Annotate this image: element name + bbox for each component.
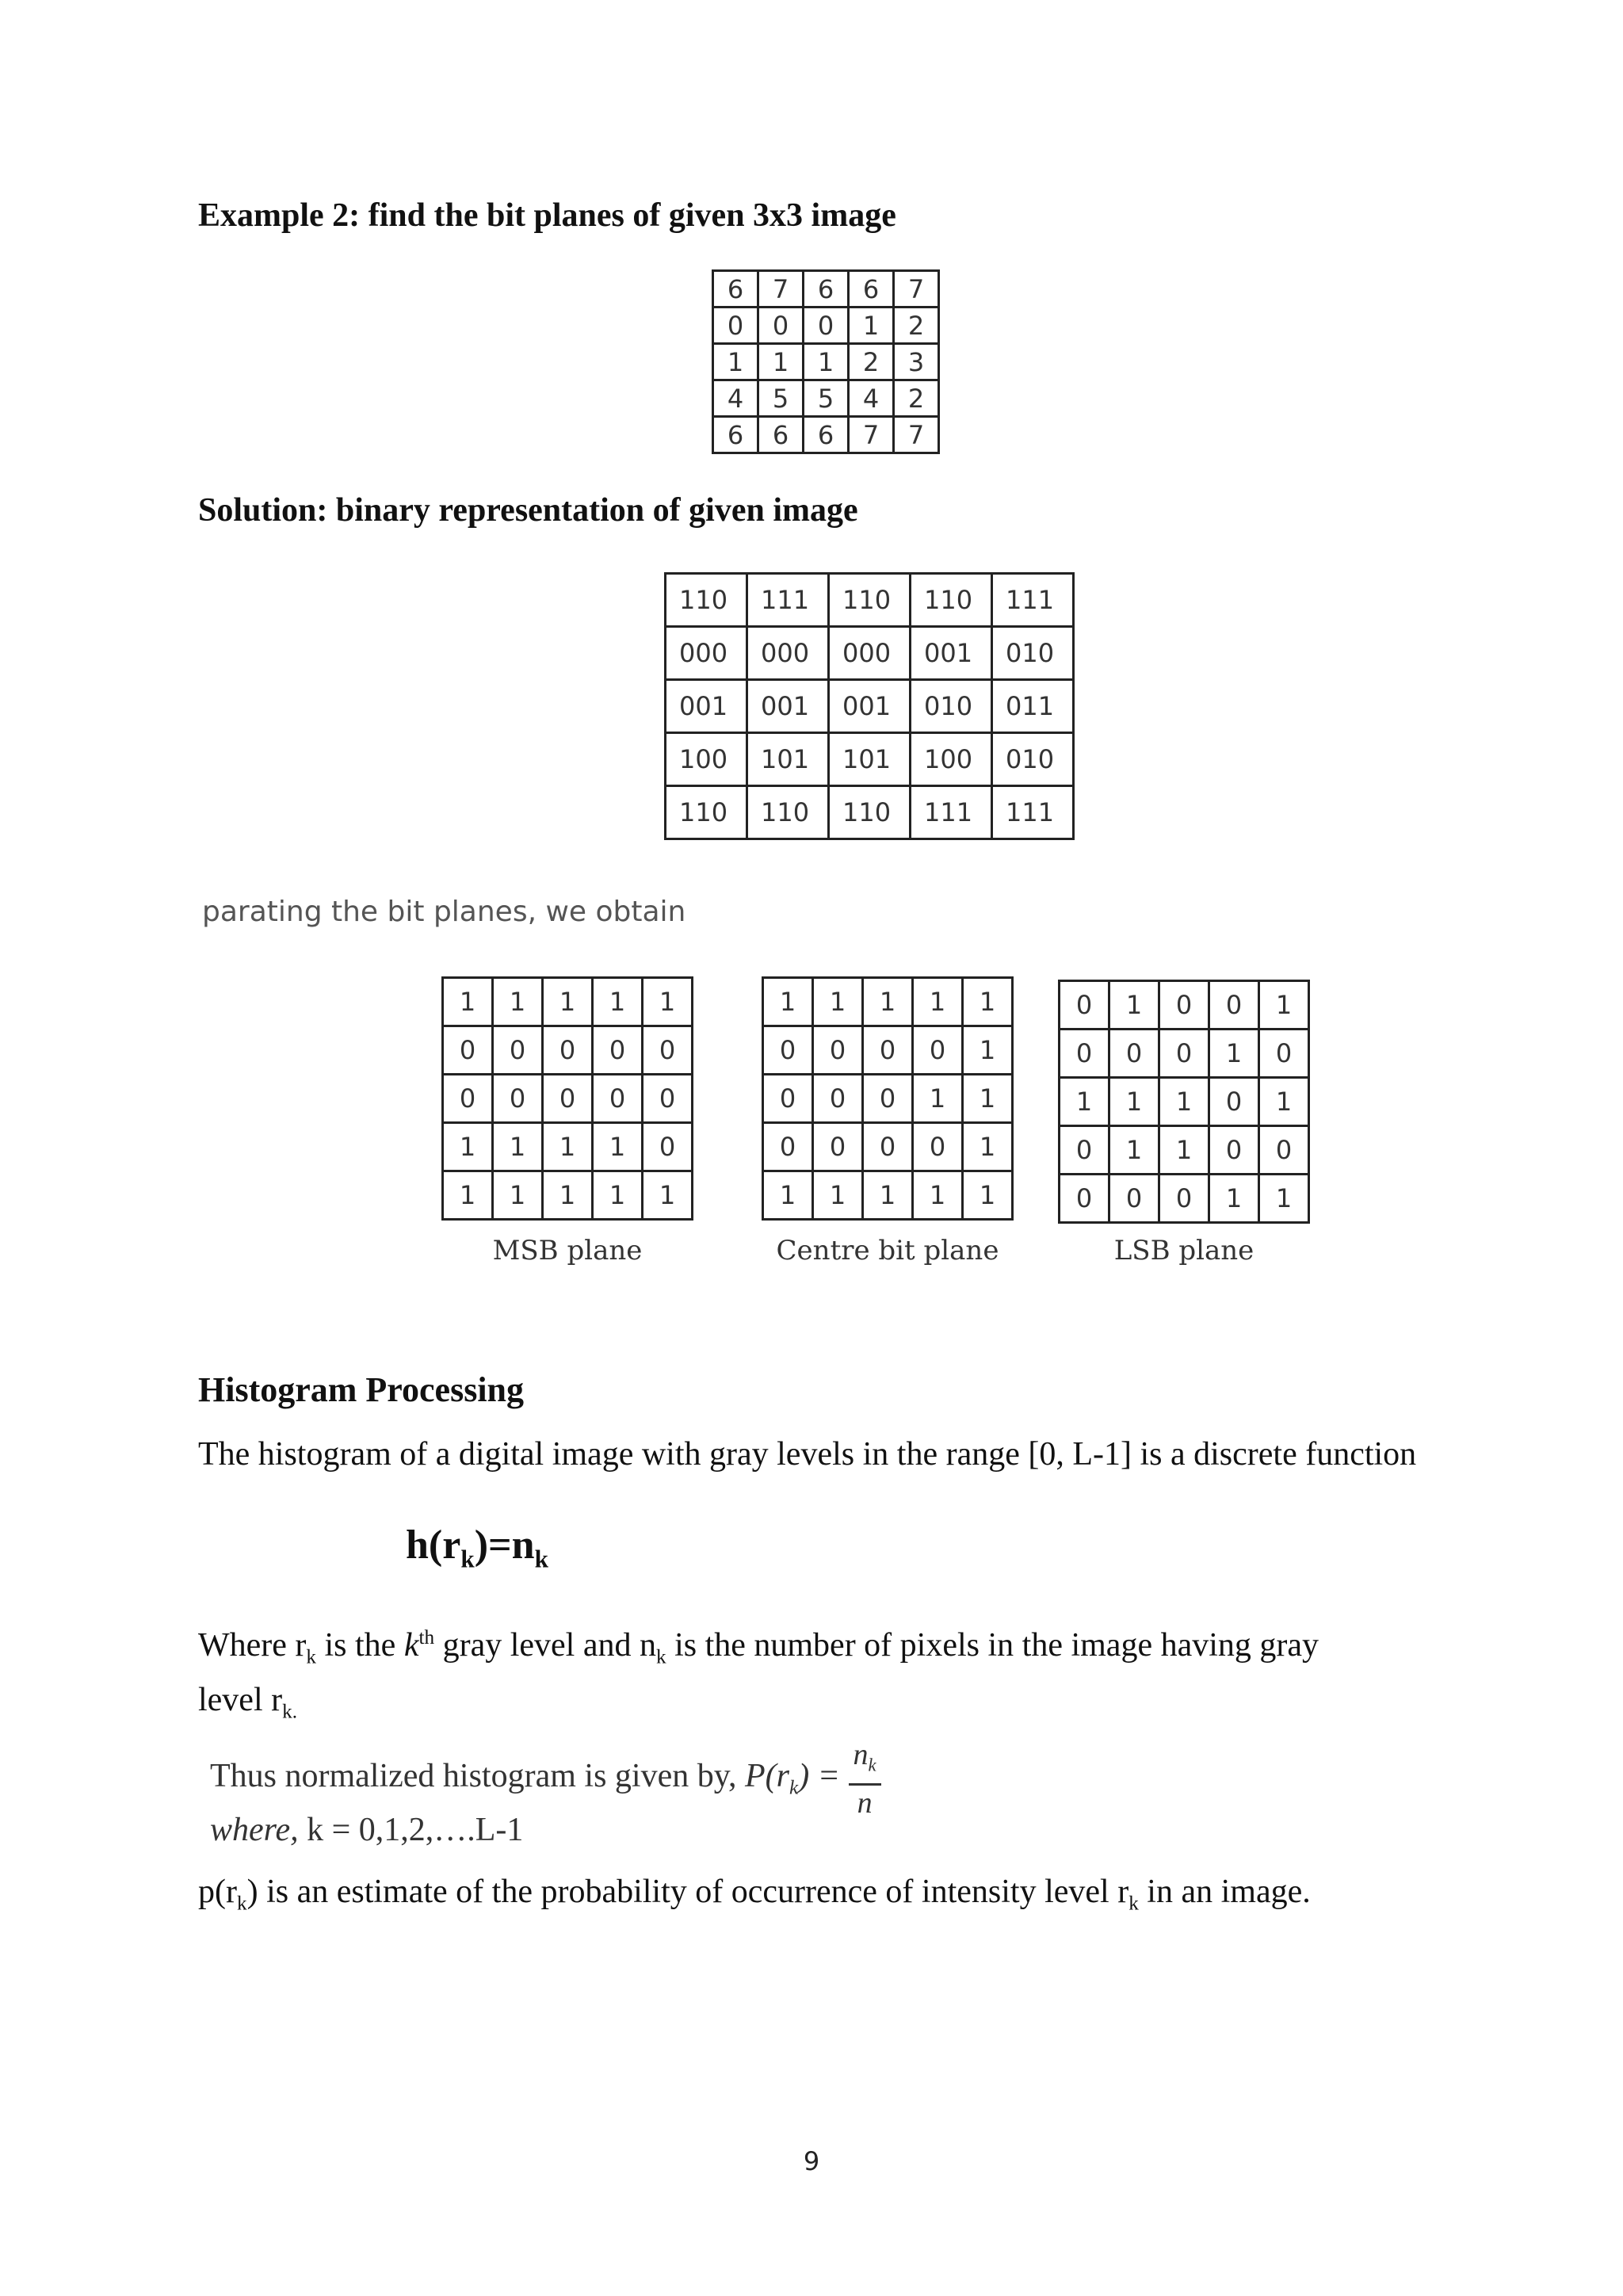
grid-cell: 7 xyxy=(894,417,939,453)
grid-cell: 111 xyxy=(911,786,992,839)
grid-cell: 1 xyxy=(643,978,693,1026)
grid-cell: 110 xyxy=(666,786,747,839)
grid-row xyxy=(713,308,939,344)
grid-cell: 0 xyxy=(1209,1078,1259,1126)
grid-cell: 0 xyxy=(913,1026,963,1075)
msb-plane-caption: MSB plane xyxy=(492,1235,643,1266)
grid-cell: 1 xyxy=(443,1123,493,1171)
msb-plane-grid xyxy=(441,976,693,1221)
grid-cell: 1 xyxy=(913,978,963,1026)
grid-cell: 1 xyxy=(1109,1078,1159,1126)
grid-cell: 0 xyxy=(1060,1126,1109,1175)
grid-cell: 0 xyxy=(1209,1126,1259,1175)
normalized-index-range: where, k = 0,1,2,….L-1 xyxy=(210,1812,524,1848)
grid-cell: 0 xyxy=(1259,1030,1309,1078)
normalized-histogram-formula: Thus normalized histogram is given by, $P(r_k)$ = $\frac{n_k}{n}$ xyxy=(210,1737,881,1820)
where-definition-line1: Where $r_k$ is the $k^{th}$ gray level and $n_k$ is the number of pixels in the image having gray xyxy=(198,1627,1319,1668)
grid-cell: 1 xyxy=(813,1171,863,1220)
grid-cell: 111 xyxy=(992,574,1074,627)
grid-cell: 0 xyxy=(813,1026,863,1075)
grid-row xyxy=(666,627,1074,680)
grid-cell: 2 xyxy=(849,344,894,380)
grid-cell: 1 xyxy=(963,1026,1013,1075)
grid-cell: 110 xyxy=(747,786,829,839)
grid-cell: 0 xyxy=(813,1075,863,1123)
solution-title: Solution: binary representation of given image xyxy=(198,492,858,529)
grid-cell: 0 xyxy=(1060,1175,1109,1223)
grid-cell: 1 xyxy=(963,978,1013,1026)
page-number: 9 xyxy=(803,2146,820,2176)
grid-cell: 1 xyxy=(1060,1078,1109,1126)
grid-cell: 0 xyxy=(913,1123,963,1171)
grid-cell: 1 xyxy=(543,1171,593,1220)
grid-cell: 1 xyxy=(863,1171,913,1220)
grid-cell: 4 xyxy=(849,380,894,417)
grid-cell: 2 xyxy=(894,308,939,344)
grid-cell: 1 xyxy=(813,978,863,1026)
grid-cell: 0 xyxy=(1159,1030,1209,1078)
grid-cell: 0 xyxy=(443,1026,493,1075)
grid-cell: 0 xyxy=(863,1123,913,1171)
grid-cell: 1 xyxy=(593,1171,643,1220)
histogram-formula: $h(r_k)=n_k$ xyxy=(406,1522,548,1573)
grid-cell: 010 xyxy=(992,627,1074,680)
grid-row xyxy=(713,380,939,417)
grid-cell: 5 xyxy=(758,380,804,417)
grid-cell: 7 xyxy=(894,271,939,308)
grid-cell: 3 xyxy=(894,344,939,380)
grid-cell: 0 xyxy=(763,1075,813,1123)
grid-cell: 0 xyxy=(1060,981,1109,1030)
grid-cell: 6 xyxy=(713,271,758,308)
grid-row xyxy=(443,1171,693,1220)
grid-cell: 1 xyxy=(593,978,643,1026)
grid-cell: 1 xyxy=(443,978,493,1026)
grid-cell: 6 xyxy=(713,417,758,453)
grid-cell: 0 xyxy=(543,1026,593,1075)
grid-cell: 1 xyxy=(1259,981,1309,1030)
normalized-fraction: $\frac{n_k}{n}$ xyxy=(849,1737,881,1820)
grid-row xyxy=(713,417,939,453)
grid-cell: 0 xyxy=(713,308,758,344)
grid-cell: 1 xyxy=(713,344,758,380)
grid-cell: 1 xyxy=(804,344,849,380)
grid-row xyxy=(1060,1175,1309,1223)
grid-cell: 1 xyxy=(963,1171,1013,1220)
grid-cell: 000 xyxy=(829,627,911,680)
grid-row xyxy=(1060,1126,1309,1175)
grid-cell: 7 xyxy=(758,271,804,308)
where-definition-line2: level $r_{k.}$ xyxy=(198,1682,297,1723)
grid-cell: 7 xyxy=(849,417,894,453)
grid-cell: 0 xyxy=(1159,1175,1209,1223)
grid-row xyxy=(763,1123,1013,1171)
grid-cell: 1 xyxy=(1209,1030,1259,1078)
grid-cell: 0 xyxy=(593,1026,643,1075)
grid-cell: 001 xyxy=(829,680,911,733)
grid-cell: 011 xyxy=(992,680,1074,733)
grid-cell: 0 xyxy=(863,1026,913,1075)
example-title: Example 2: find the bit planes of given 3x3 image xyxy=(198,197,896,234)
grid-cell: 110 xyxy=(911,574,992,627)
original-image-grid xyxy=(712,269,940,454)
grid-cell: 4 xyxy=(713,380,758,417)
grid-row xyxy=(666,786,1074,839)
grid-cell: 0 xyxy=(643,1075,693,1123)
grid-cell: 000 xyxy=(666,627,747,680)
grid-cell: 110 xyxy=(829,574,911,627)
grid-cell: 0 xyxy=(643,1026,693,1075)
grid-cell: 1 xyxy=(763,978,813,1026)
grid-cell: 1 xyxy=(543,1123,593,1171)
grid-cell: 0 xyxy=(643,1123,693,1171)
grid-cell: 0 xyxy=(758,308,804,344)
grid-row xyxy=(763,1026,1013,1075)
histogram-intro: The histogram of a digital image with gray levels in the range [0, L-1] is a discrete function xyxy=(198,1436,1417,1473)
grid-cell: 1 xyxy=(849,308,894,344)
grid-cell: 101 xyxy=(747,733,829,786)
grid-row xyxy=(443,1123,693,1171)
grid-cell: 1 xyxy=(493,1123,543,1171)
grid-cell: 1 xyxy=(1259,1078,1309,1126)
grid-cell: 1 xyxy=(1109,981,1159,1030)
grid-row xyxy=(443,1075,693,1123)
grid-cell: 0 xyxy=(1109,1030,1159,1078)
grid-cell: 010 xyxy=(992,733,1074,786)
grid-row xyxy=(666,733,1074,786)
grid-cell: 1 xyxy=(913,1075,963,1123)
grid-cell: 1 xyxy=(1259,1175,1309,1223)
grid-cell: 1 xyxy=(1159,1078,1209,1126)
grid-row xyxy=(713,271,939,308)
grid-cell: 1 xyxy=(763,1171,813,1220)
grid-cell: 0 xyxy=(593,1075,643,1123)
grid-cell: 1 xyxy=(758,344,804,380)
grid-cell: 101 xyxy=(829,733,911,786)
grid-cell: 0 xyxy=(1109,1175,1159,1223)
grid-cell: 1 xyxy=(1109,1126,1159,1175)
grid-row xyxy=(1060,1030,1309,1078)
grid-cell: 1 xyxy=(963,1075,1013,1123)
grid-row xyxy=(666,574,1074,627)
grid-cell: 111 xyxy=(747,574,829,627)
grid-cell: 0 xyxy=(1159,981,1209,1030)
histogram-section-title: Histogram Processing xyxy=(198,1370,525,1409)
grid-cell: 001 xyxy=(911,627,992,680)
grid-row xyxy=(713,344,939,380)
grid-cell: 0 xyxy=(763,1026,813,1075)
grid-cell: 100 xyxy=(666,733,747,786)
grid-cell: 1 xyxy=(493,1171,543,1220)
binary-representation-grid xyxy=(664,572,1075,840)
grid-cell: 0 xyxy=(1060,1030,1109,1078)
grid-cell: 100 xyxy=(911,733,992,786)
grid-cell: 0 xyxy=(813,1123,863,1171)
grid-cell: 0 xyxy=(543,1075,593,1123)
grid-cell: 1 xyxy=(593,1123,643,1171)
grid-row xyxy=(1060,1078,1309,1126)
probability-estimate-text: $p(r_k)$ is an estimate of the probability of occurrence of intensity level $r_k$ in an image. xyxy=(198,1874,1311,1915)
grid-cell: 1 xyxy=(1159,1126,1209,1175)
grid-cell: 5 xyxy=(804,380,849,417)
grid-cell: 6 xyxy=(849,271,894,308)
grid-cell: 0 xyxy=(1259,1126,1309,1175)
grid-cell: 6 xyxy=(804,417,849,453)
centre-bit-plane-caption: Centre bit plane xyxy=(776,1235,999,1266)
grid-cell: 0 xyxy=(763,1123,813,1171)
lsb-plane-grid xyxy=(1058,980,1310,1224)
grid-cell: 1 xyxy=(1209,1175,1259,1223)
grid-cell: 0 xyxy=(493,1075,543,1123)
grid-cell: 001 xyxy=(747,680,829,733)
grid-cell: 0 xyxy=(443,1075,493,1123)
separating-text: parating the bit planes, we obtain xyxy=(202,896,686,928)
grid-cell: 000 xyxy=(747,627,829,680)
grid-cell: 001 xyxy=(666,680,747,733)
grid-cell: 1 xyxy=(643,1171,693,1220)
grid-cell: 111 xyxy=(992,786,1074,839)
grid-row xyxy=(763,1171,1013,1220)
grid-cell: 1 xyxy=(863,978,913,1026)
grid-cell: 2 xyxy=(894,380,939,417)
grid-cell: 110 xyxy=(829,786,911,839)
grid-cell: 6 xyxy=(804,271,849,308)
grid-cell: 010 xyxy=(911,680,992,733)
grid-cell: 1 xyxy=(543,978,593,1026)
grid-cell: 1 xyxy=(443,1171,493,1220)
grid-cell: 0 xyxy=(493,1026,543,1075)
grid-cell: 1 xyxy=(493,978,543,1026)
grid-row xyxy=(763,1075,1013,1123)
centre-bit-plane-grid xyxy=(762,976,1014,1221)
grid-row xyxy=(443,1026,693,1075)
grid-cell: 1 xyxy=(963,1123,1013,1171)
grid-row xyxy=(443,978,693,1026)
grid-cell: 0 xyxy=(863,1075,913,1123)
grid-row xyxy=(666,680,1074,733)
grid-cell: 0 xyxy=(804,308,849,344)
grid-cell: 0 xyxy=(1209,981,1259,1030)
lsb-plane-caption: LSB plane xyxy=(1113,1235,1254,1266)
grid-cell: 1 xyxy=(913,1171,963,1220)
grid-row xyxy=(763,978,1013,1026)
grid-cell: 6 xyxy=(758,417,804,453)
grid-cell: 110 xyxy=(666,574,747,627)
grid-row xyxy=(1060,981,1309,1030)
